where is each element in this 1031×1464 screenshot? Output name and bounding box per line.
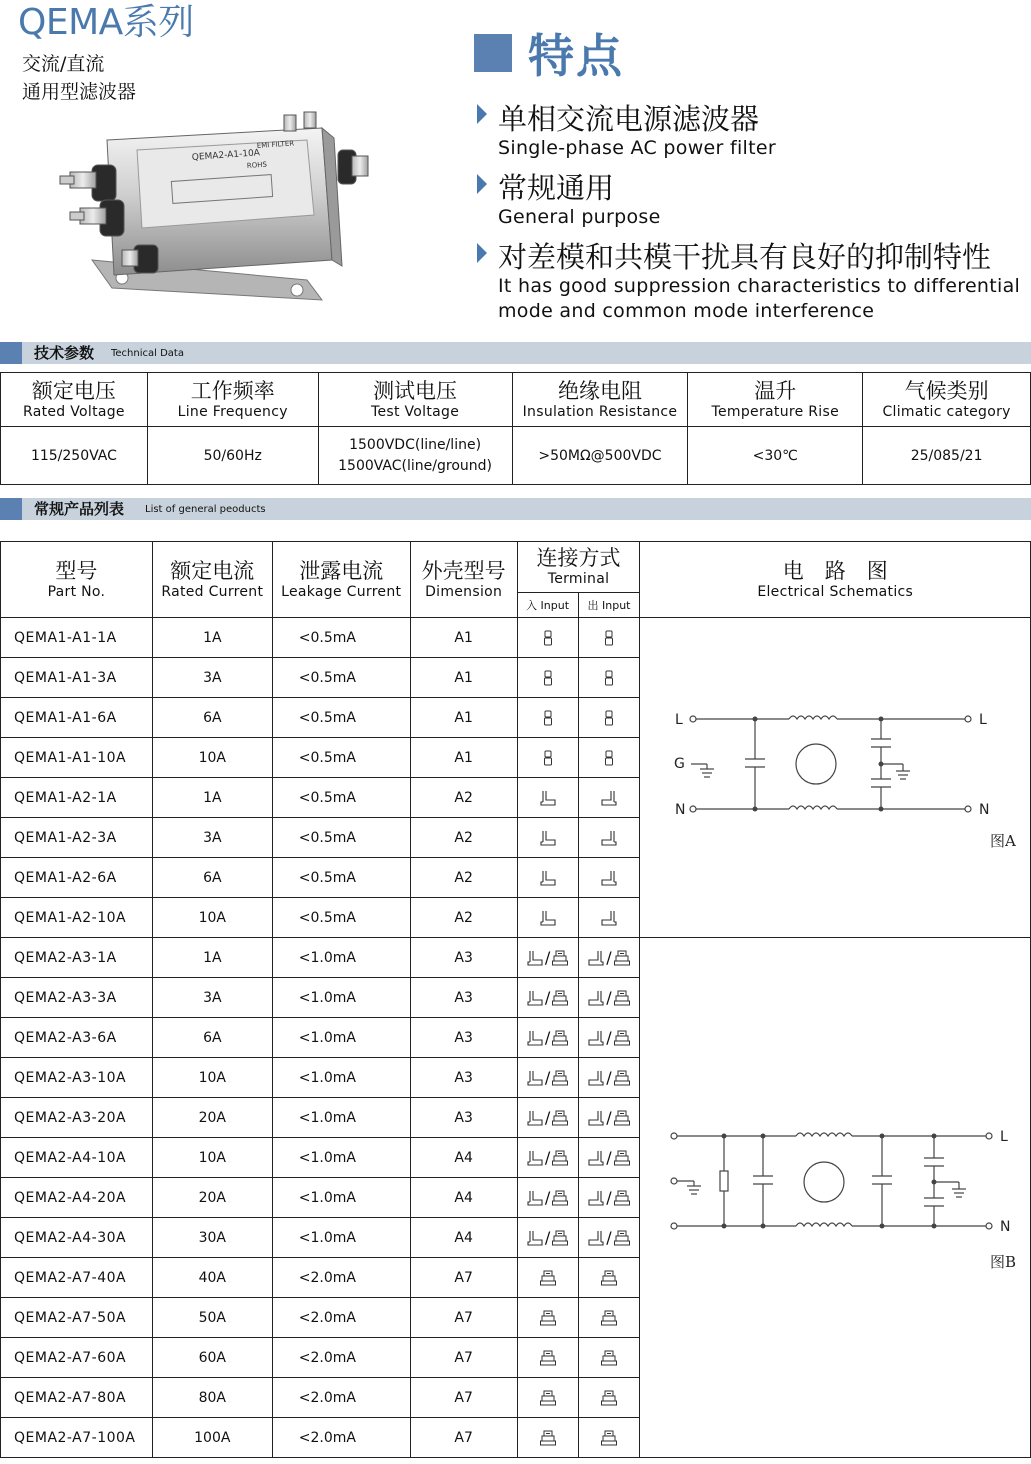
dimension: A2 bbox=[410, 778, 517, 818]
th-terminal: 连接方式 Terminal bbox=[517, 542, 640, 593]
leakage-current: <0.5mA bbox=[272, 658, 410, 698]
dimension: A7 bbox=[410, 1338, 517, 1378]
part-no: QEMA2-A3-10A bbox=[1, 1058, 153, 1098]
schematic-b bbox=[641, 940, 1031, 1460]
leakage-current: <0.5mA bbox=[272, 618, 410, 658]
terminal-output-icon bbox=[578, 658, 640, 698]
rated-current: 20A bbox=[152, 1098, 272, 1138]
part-no: QEMA1-A2-6A bbox=[1, 858, 153, 898]
tech-section-title: 技术参数 bbox=[34, 344, 95, 362]
dimension: A2 bbox=[410, 898, 517, 938]
rated-current: 50A bbox=[152, 1298, 272, 1338]
terminal-output-icon bbox=[578, 618, 640, 658]
th-temp-rise: 温升 Temperature Rise bbox=[688, 373, 863, 427]
part-no: QEMA2-A3-3A bbox=[1, 978, 153, 1018]
dimension: A7 bbox=[410, 1418, 517, 1458]
terminal-output-icon bbox=[578, 1258, 640, 1298]
part-no: QEMA2-A7-60A bbox=[1, 1338, 153, 1378]
th-terminal-in: 入 Input bbox=[517, 593, 578, 618]
part-no: QEMA1-A1-6A bbox=[1, 698, 153, 738]
terminal-output-icon bbox=[578, 1298, 640, 1338]
leakage-current: <1.0mA bbox=[272, 1218, 410, 1258]
dimension: A7 bbox=[410, 1298, 517, 1338]
terminal-input-icon bbox=[517, 618, 578, 658]
part-no: QEMA2-A4-10A bbox=[1, 1138, 153, 1178]
leakage-current: <1.0mA bbox=[272, 938, 410, 978]
part-no: QEMA1-A2-1A bbox=[1, 778, 153, 818]
schematic-a-caption: 图A bbox=[990, 832, 1016, 850]
dimension: A4 bbox=[410, 1178, 517, 1218]
part-no: QEMA2-A7-80A bbox=[1, 1378, 153, 1418]
label-model: QEMA2-A1-10A bbox=[191, 148, 261, 163]
leakage-current: <1.0mA bbox=[272, 1138, 410, 1178]
terminal-input-icon: / bbox=[517, 978, 578, 1018]
leakage-current: <0.5mA bbox=[272, 738, 410, 778]
terminal-output-icon bbox=[578, 898, 640, 938]
part-no: QEMA1-A2-3A bbox=[1, 818, 153, 858]
schematic-a-label-l-in: L bbox=[675, 712, 683, 728]
terminal-output-icon bbox=[578, 1418, 640, 1458]
dimension: A2 bbox=[410, 818, 517, 858]
subtitle-line1: 交流/直流 bbox=[22, 53, 105, 75]
feature-1-zh: 单相交流电源滤波器 bbox=[498, 102, 760, 136]
dimension: A1 bbox=[410, 618, 517, 658]
tech-section-subtitle: Technical Data bbox=[111, 348, 184, 359]
rated-current: 1A bbox=[152, 618, 272, 658]
rated-current: 30A bbox=[152, 1218, 272, 1258]
rated-current: 3A bbox=[152, 818, 272, 858]
terminal-output-icon: / bbox=[578, 1178, 640, 1218]
leakage-current: <1.0mA bbox=[272, 1018, 410, 1058]
leakage-current: <2.0mA bbox=[272, 1378, 410, 1418]
terminal-input-icon bbox=[517, 1298, 578, 1338]
rated-current: 10A bbox=[152, 1138, 272, 1178]
terminal-input-icon bbox=[517, 898, 578, 938]
feature-2-zh: 常规通用 bbox=[498, 171, 615, 205]
rated-current: 80A bbox=[152, 1378, 272, 1418]
schematic-a-label-l-out: L bbox=[979, 712, 987, 728]
terminal-input-icon bbox=[517, 1418, 578, 1458]
terminal-input-icon bbox=[517, 858, 578, 898]
leakage-current: <2.0mA bbox=[272, 1298, 410, 1338]
terminal-input-icon bbox=[517, 738, 578, 778]
dimension: A3 bbox=[410, 1058, 517, 1098]
leakage-current: <0.5mA bbox=[272, 898, 410, 938]
part-no: QEMA2-A3-6A bbox=[1, 1018, 153, 1058]
rated-current: 6A bbox=[152, 1018, 272, 1058]
terminal-output-icon: / bbox=[578, 1218, 640, 1258]
part-no: QEMA2-A3-20A bbox=[1, 1098, 153, 1138]
th-rated-voltage: 额定电压 Rated Voltage bbox=[1, 373, 148, 427]
dimension: A4 bbox=[410, 1218, 517, 1258]
terminal-output-icon: / bbox=[578, 1058, 640, 1098]
list-section-subtitle: List of general peoducts bbox=[145, 504, 266, 515]
leakage-current: <2.0mA bbox=[272, 1418, 410, 1458]
leakage-current: <1.0mA bbox=[272, 1178, 410, 1218]
th-insulation: 绝缘电阻 Insulation Resistance bbox=[512, 373, 688, 427]
terminal-input-icon: / bbox=[517, 1138, 578, 1178]
part-no: QEMA1-A1-1A bbox=[1, 618, 153, 658]
terminal-output-icon bbox=[578, 1378, 640, 1418]
rated-current: 6A bbox=[152, 698, 272, 738]
th-terminal-out: 出 Input bbox=[578, 593, 640, 618]
terminal-output-icon: / bbox=[578, 1138, 640, 1178]
part-no: QEMA2-A4-20A bbox=[1, 1178, 153, 1218]
part-no: QEMA1-A2-10A bbox=[1, 898, 153, 938]
terminal-input-icon bbox=[517, 698, 578, 738]
rated-current: 10A bbox=[152, 738, 272, 778]
dimension: A2 bbox=[410, 858, 517, 898]
label-brand: EMI FILTER bbox=[256, 139, 295, 150]
dimension: A3 bbox=[410, 978, 517, 1018]
schematic-b-label-l: L bbox=[1000, 1129, 1008, 1145]
arrow-icon bbox=[477, 243, 487, 263]
th-climatic: 气候类别 Climatic category bbox=[863, 373, 1031, 427]
part-no: QEMA2-A4-30A bbox=[1, 1218, 153, 1258]
rated-current: 100A bbox=[152, 1418, 272, 1458]
th-dimension: 外壳型号 Dimension bbox=[410, 542, 517, 618]
leakage-current: <1.0mA bbox=[272, 978, 410, 1018]
val-rated-voltage: 115/250VAC bbox=[1, 427, 148, 485]
rated-current: 1A bbox=[152, 938, 272, 978]
list-section-bar bbox=[0, 498, 1031, 520]
part-no: QEMA2-A7-100A bbox=[1, 1418, 153, 1458]
leakage-current: <1.0mA bbox=[272, 1098, 410, 1138]
list-section-title: 常规产品列表 bbox=[34, 500, 125, 518]
feature-3-en: It has good suppression characteristics to differential bbox=[498, 275, 1021, 297]
leakage-current: <2.0mA bbox=[272, 1258, 410, 1298]
label-cert: ROHS bbox=[246, 160, 268, 170]
rated-current: 10A bbox=[152, 898, 272, 938]
part-no: QEMA2-A7-50A bbox=[1, 1298, 153, 1338]
terminal-input-icon: / bbox=[517, 938, 578, 978]
th-line-frequency: 工作频率 Line Frequency bbox=[147, 373, 318, 427]
rated-current: 6A bbox=[152, 858, 272, 898]
leakage-current: <2.0mA bbox=[272, 1338, 410, 1378]
terminal-input-icon bbox=[517, 1338, 578, 1378]
subtitle-line2: 通用型滤波器 bbox=[22, 81, 137, 103]
terminal-output-icon bbox=[578, 1338, 640, 1378]
terminal-input-icon: / bbox=[517, 1218, 578, 1258]
rated-current: 20A bbox=[152, 1178, 272, 1218]
terminal-input-icon bbox=[517, 818, 578, 858]
terminal-input-icon: / bbox=[517, 1058, 578, 1098]
val-temp-rise: <30℃ bbox=[688, 427, 863, 485]
dimension: A4 bbox=[410, 1138, 517, 1178]
terminal-output-icon bbox=[578, 778, 640, 818]
leakage-current: <1.0mA bbox=[272, 1058, 410, 1098]
dimension: A1 bbox=[410, 698, 517, 738]
feature-3-en2: mode and common mode interference bbox=[498, 300, 875, 322]
val-line-frequency: 50/60Hz bbox=[147, 427, 318, 485]
schematic-a bbox=[641, 619, 1031, 939]
part-no: QEMA1-A1-3A bbox=[1, 658, 153, 698]
terminal-input-icon: / bbox=[517, 1178, 578, 1218]
schematic-a-label-n-out: N bbox=[979, 802, 990, 818]
part-no: QEMA1-A1-10A bbox=[1, 738, 153, 778]
series-title: QEMA系列 bbox=[18, 2, 194, 43]
th-schematic: 电 路 图 Electrical Schematics bbox=[640, 542, 1031, 618]
rated-current: 10A bbox=[152, 1058, 272, 1098]
terminal-input-icon bbox=[517, 778, 578, 818]
dimension: A7 bbox=[410, 1258, 517, 1298]
tech-table bbox=[0, 372, 1031, 485]
terminal-output-icon bbox=[578, 738, 640, 778]
terminal-output-icon: / bbox=[578, 978, 640, 1018]
part-no: QEMA2-A7-40A bbox=[1, 1258, 153, 1298]
arrow-icon bbox=[477, 104, 487, 124]
schematic-a-label-g: G bbox=[674, 756, 685, 772]
product-photo bbox=[52, 110, 372, 320]
terminal-input-icon bbox=[517, 1258, 578, 1298]
tech-section-bar bbox=[0, 342, 1031, 364]
schematic-a-label-n-in: N bbox=[675, 802, 686, 818]
dimension: A3 bbox=[410, 1098, 517, 1138]
th-test-voltage: 测试电压 Test Voltage bbox=[318, 373, 512, 427]
terminal-input-icon bbox=[517, 1378, 578, 1418]
terminal-output-icon: / bbox=[578, 938, 640, 978]
dimension: A1 bbox=[410, 738, 517, 778]
terminal-output-icon bbox=[578, 858, 640, 898]
features-heading: 特点 bbox=[474, 20, 624, 86]
dimension: A3 bbox=[410, 1018, 517, 1058]
th-leakage-current: 泄露电流 Leakage Current bbox=[272, 542, 410, 618]
dimension: A3 bbox=[410, 938, 517, 978]
terminal-input-icon: / bbox=[517, 1018, 578, 1058]
feature-3-zh: 对差模和共模干扰具有良好的抑制特性 bbox=[498, 240, 992, 274]
rated-current: 3A bbox=[152, 978, 272, 1018]
schematic-b-caption: 图B bbox=[990, 1253, 1017, 1271]
val-test-voltage: 1500VDC(line/line) 1500VAC(line/ground) bbox=[318, 427, 512, 485]
dimension: A7 bbox=[410, 1378, 517, 1418]
feature-1-en: Single-phase AC power filter bbox=[498, 137, 776, 159]
terminal-output-icon: / bbox=[578, 1018, 640, 1058]
rated-current: 1A bbox=[152, 778, 272, 818]
schematic-b-label-n: N bbox=[1000, 1219, 1011, 1235]
leakage-current: <0.5mA bbox=[272, 858, 410, 898]
th-part-no: 型号 Part No. bbox=[1, 542, 153, 618]
leakage-current: <0.5mA bbox=[272, 818, 410, 858]
th-rated-current: 额定电流 Rated Current bbox=[152, 542, 272, 618]
val-climatic: 25/085/21 bbox=[863, 427, 1031, 485]
rated-current: 40A bbox=[152, 1258, 272, 1298]
part-no: QEMA2-A3-1A bbox=[1, 938, 153, 978]
leakage-current: <0.5mA bbox=[272, 778, 410, 818]
terminal-output-icon: / bbox=[578, 1098, 640, 1138]
arrow-icon bbox=[477, 174, 487, 194]
rated-current: 60A bbox=[152, 1338, 272, 1378]
terminal-input-icon: / bbox=[517, 1098, 578, 1138]
dimension: A1 bbox=[410, 658, 517, 698]
feature-2-en: General purpose bbox=[498, 206, 661, 228]
terminal-output-icon bbox=[578, 818, 640, 858]
rated-current: 3A bbox=[152, 658, 272, 698]
terminal-input-icon bbox=[517, 658, 578, 698]
val-insulation: >50MΩ@500VDC bbox=[512, 427, 688, 485]
leakage-current: <0.5mA bbox=[272, 698, 410, 738]
terminal-output-icon bbox=[578, 698, 640, 738]
